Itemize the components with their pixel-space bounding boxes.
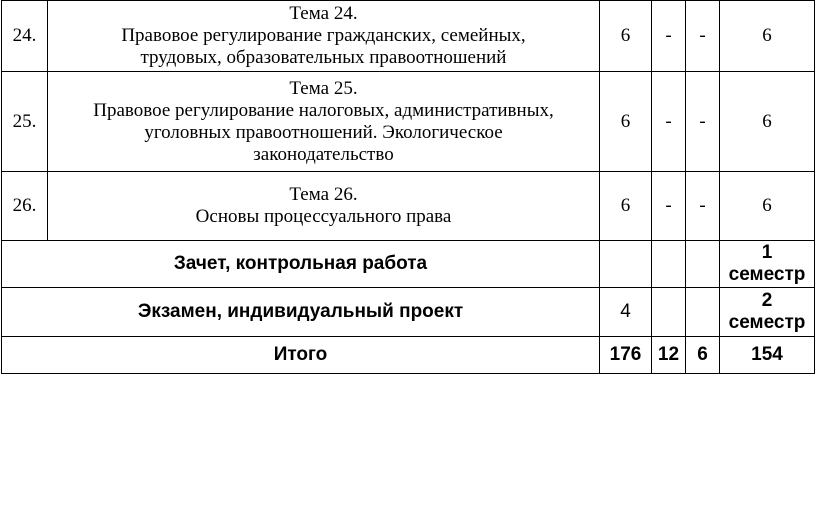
hours-self: 6 (720, 172, 815, 241)
table-row (2, 1, 815, 72)
topic-cell (48, 72, 600, 172)
topic-line: законодательство (253, 143, 394, 165)
hours-lectures: - (652, 72, 686, 172)
hours-self: 6 (720, 1, 815, 72)
semester-word: семестр (728, 264, 806, 285)
topic-title: Тема 24. (289, 3, 358, 24)
table-row (2, 72, 815, 172)
exam-label: Экзамен, индивидуальный проект (2, 288, 600, 337)
total-lectures: 12 (652, 337, 686, 374)
topic-line: Правовое регулирование гражданских, семейных, (121, 25, 526, 46)
topic-title: Тема 25. (289, 77, 358, 99)
row-number: 25. (2, 72, 48, 172)
topic-line: трудовых, образовательных правоотношений (140, 47, 507, 68)
topic-line: Правовое регулирование налоговых, административных, (93, 99, 554, 121)
exam-row (2, 288, 815, 337)
topic-line: Основы процессуального права (195, 206, 452, 227)
hours-total: 4 (600, 288, 652, 337)
hours-practice (686, 288, 720, 337)
hours-practice: - (686, 72, 720, 172)
semester-cell (720, 288, 815, 337)
semester-cell (720, 241, 815, 288)
hours-lectures (652, 241, 686, 288)
total-practice: 6 (686, 337, 720, 374)
hours-total: 6 (600, 1, 652, 72)
total-hours: 176 (600, 337, 652, 374)
topic-cell (48, 1, 600, 72)
hours-practice: - (686, 172, 720, 241)
total-row (2, 337, 815, 374)
row-number: 24. (2, 1, 48, 72)
topic-cell (48, 172, 600, 241)
table-row (2, 172, 815, 241)
total-self: 154 (720, 337, 815, 374)
hours-self: 6 (720, 72, 815, 172)
zachet-row (2, 241, 815, 288)
semester-word: семестр (728, 312, 806, 333)
topic-title: Тема 26. (289, 184, 358, 205)
semester-number: 1 (761, 242, 773, 263)
semester-number: 2 (761, 290, 773, 311)
hours-total: 6 (600, 172, 652, 241)
hours-practice (686, 241, 720, 288)
topic-line: уголовных правоотношений. Экологическое (144, 121, 503, 143)
zachet-label: Зачет, контрольная работа (2, 241, 600, 288)
hours-total: 6 (600, 72, 652, 172)
total-label: Итого (2, 337, 600, 374)
hours-lectures: - (652, 1, 686, 72)
row-number: 26. (2, 172, 48, 241)
hours-total (600, 241, 652, 288)
hours-lectures: - (652, 172, 686, 241)
hours-lectures (652, 288, 686, 337)
hours-table (1, 0, 815, 374)
hours-practice: - (686, 1, 720, 72)
